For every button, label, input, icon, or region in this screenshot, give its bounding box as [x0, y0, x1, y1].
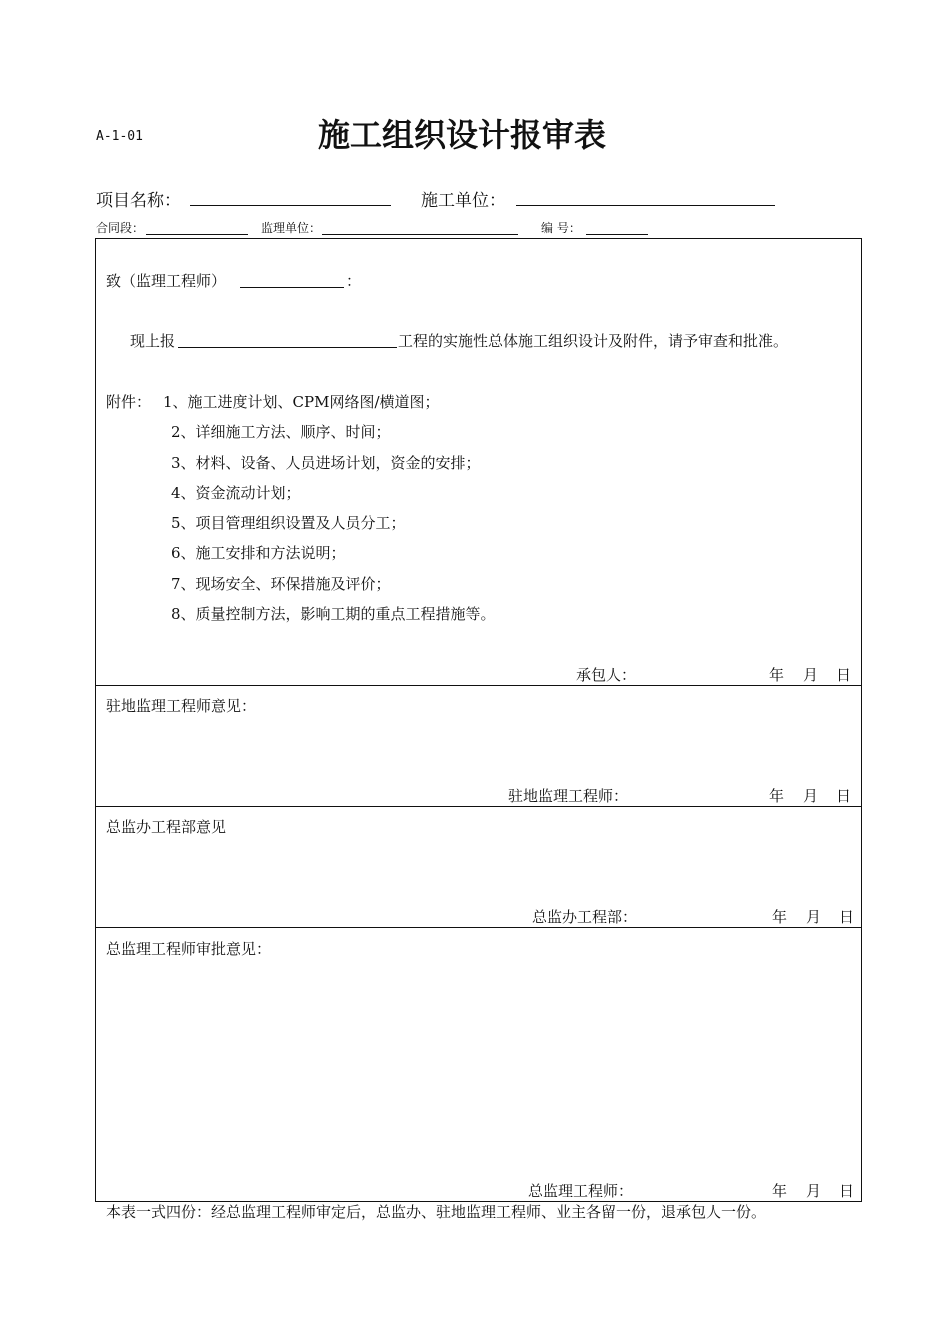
engineer-name-field[interactable] — [240, 287, 344, 288]
footer-note: 本表一式四份：经总监理工程师审定后，总监办、驻地监理工程师、业主各留一份，退承包人一份。 — [106, 1203, 767, 1221]
attachment-item: 4、资金流动计划； — [171, 484, 301, 502]
form-code: A-1-01 — [96, 129, 143, 144]
contractor-unit-label: 施工单位： — [421, 191, 506, 211]
date-year: 年 — [772, 1182, 788, 1200]
date-day: 日 — [836, 666, 852, 684]
contract-section-field[interactable] — [146, 234, 248, 235]
date-month: 月 — [806, 908, 822, 926]
date-month: 月 — [803, 666, 819, 684]
attachment-item: 1、施工进度计划、CPM网络图/横道图； — [163, 393, 440, 411]
report-prefix: 现上报 — [130, 332, 176, 350]
number-field[interactable] — [586, 234, 648, 235]
date-month: 月 — [806, 1182, 822, 1200]
attachment-item: 6、施工安排和方法说明； — [171, 544, 346, 562]
attachment-item: 5、项目管理组织设置及人员分工； — [171, 514, 406, 532]
number-label: 编 号： — [541, 221, 581, 235]
date-day: 日 — [839, 1182, 855, 1200]
project-work-field[interactable] — [178, 347, 397, 348]
attachment-item: 2、详细施工方法、顺序、时间； — [171, 423, 391, 441]
contractor-signer-label: 承包人： — [576, 666, 637, 684]
contract-section-label: 合同段： — [96, 221, 145, 235]
project-name-label: 项目名称： — [96, 191, 181, 211]
engineering-dept-opinion-heading: 总监办工程部意见 — [106, 818, 227, 836]
contractor-unit-field[interactable] — [516, 205, 775, 206]
divider-2 — [95, 806, 862, 807]
attachment-item: 8、质量控制方法，影响工期的重点工程措施等。 — [171, 605, 496, 623]
divider-1 — [95, 685, 862, 686]
addressee-colon: ： — [346, 272, 362, 290]
date-year: 年 — [769, 666, 785, 684]
report-suffix: 工程的实施性总体施工组织设计及附件，请予审查和批准。 — [398, 332, 789, 350]
form-table — [95, 238, 862, 1202]
date-month: 月 — [803, 787, 819, 805]
engineering-dept-signer-label: 总监办工程部： — [532, 908, 638, 926]
date-day: 日 — [839, 908, 855, 926]
supervision-unit-label: 监理单位： — [261, 221, 322, 235]
date-year: 年 — [772, 908, 788, 926]
page-title — [0, 110, 950, 156]
chief-engineer-opinion-heading: 总监理工程师审批意见： — [106, 940, 272, 958]
attachments-label: 附件： — [106, 393, 152, 411]
date-day: 日 — [836, 787, 852, 805]
resident-engineer-signer-label: 驻地监理工程师： — [508, 787, 629, 805]
attachment-item: 3、材料、设备、人员进场计划，资金的安排； — [171, 454, 481, 472]
divider-3 — [95, 927, 862, 928]
supervision-unit-field[interactable] — [322, 234, 518, 235]
date-year: 年 — [769, 787, 785, 805]
resident-engineer-opinion-heading: 驻地监理工程师意见： — [106, 697, 257, 715]
attachment-item: 7、现场安全、环保措施及评价； — [171, 575, 391, 593]
addressee-label: 致（监理工程师） — [106, 272, 227, 290]
project-name-field[interactable] — [190, 205, 391, 206]
chief-engineer-signer-label: 总监理工程师： — [528, 1182, 634, 1200]
page-title-text: 施工组织设计报审表 — [317, 116, 606, 154]
